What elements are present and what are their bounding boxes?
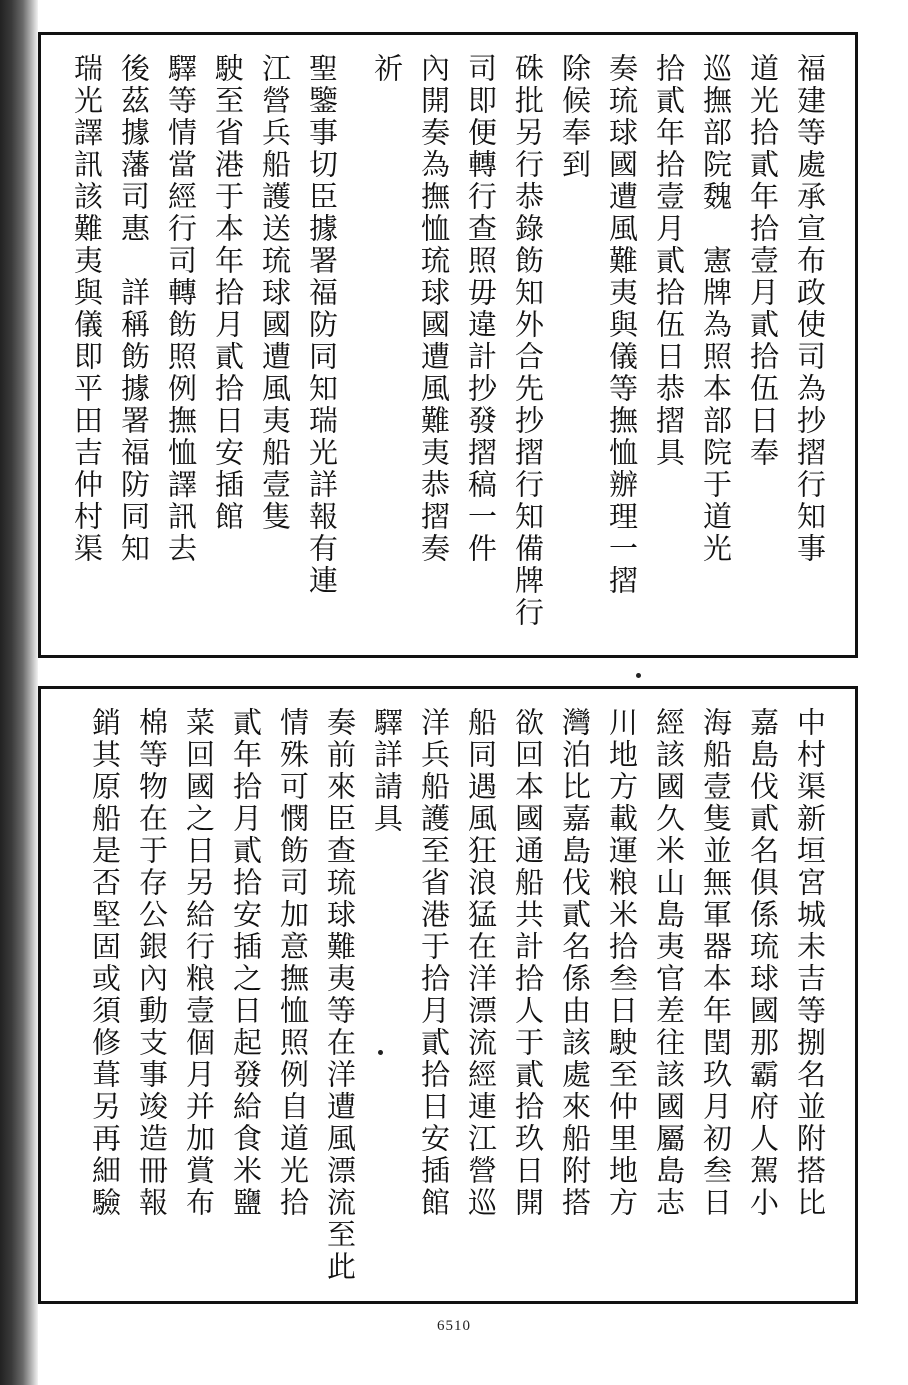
- text-column: 奏琉球國遭風難夷與儀等撫恤辦理一摺: [605, 53, 639, 597]
- text-column: 內開奏為撫恤琉球國遭風難夷恭摺奏: [417, 53, 451, 565]
- bottom-text-columns: [41, 689, 855, 1301]
- ink-speck: [636, 673, 641, 678]
- text-column: 驛等情當經行司轉飭照例撫恤譯訊去: [164, 53, 198, 565]
- text-column: 貳年拾月貳拾安插之日起發給食米鹽: [229, 707, 263, 1219]
- text-column: 灣泊比嘉島伐貳名係由該處來船附搭: [558, 707, 592, 1219]
- text-column: 硃批另行恭錄飭知外合先抄摺行知備牌行: [511, 53, 545, 629]
- text-column: 經該國久米山島夷官差往該國屬島志: [652, 707, 686, 1219]
- text-column: 江營兵船護送琉球國遭風夷船壹隻: [258, 53, 292, 533]
- text-column: [345, 53, 363, 641]
- book-binding-shadow: [0, 0, 38, 1385]
- text-column: 巡撫部院魏 憲牌為照本部院于道光: [699, 53, 733, 565]
- text-column: 福建等處承宣布政使司為抄摺行知事: [793, 53, 827, 565]
- bottom-document-panel: [38, 686, 858, 1304]
- text-column: 棉等物在于存公銀內動支事竣造冊報: [135, 707, 169, 1219]
- text-column: 情殊可憫飭司加意撫恤照例自道光拾: [276, 707, 310, 1219]
- text-column: 瑞光譯訊該難夷與儀即平田吉仲村渠: [70, 53, 104, 565]
- text-column: 祈: [370, 53, 404, 85]
- top-text-columns: [41, 35, 855, 655]
- text-column: 驛詳請具: [370, 707, 404, 835]
- text-column: 奏前來臣查琉球難夷等在洋遭風漂流至此: [323, 707, 357, 1283]
- text-column: 船同遇風狂浪猛在洋漂流經連江營巡: [464, 707, 498, 1219]
- ink-speck: [378, 1050, 383, 1055]
- page-number: 6510: [437, 1318, 471, 1334]
- text-column: 駛至省港于本年拾月貳拾日安插館: [211, 53, 245, 533]
- text-column: 欲回本國通船共計拾人于貳拾玖日開: [511, 707, 545, 1219]
- text-column: 菜回國之日另給行粮壹個月并加賞布: [182, 707, 216, 1219]
- text-column: 海船壹隻並無軍器本年閏玖月初叁日: [699, 707, 733, 1219]
- text-column: 聖鑒事切臣據署福防同知瑞光詳報有連: [305, 53, 339, 597]
- text-column: 中村渠新垣宮城未吉等捌名並附搭比: [793, 707, 827, 1219]
- text-column: 嘉島伐貳名俱係琉球國那霸府人駕小: [746, 707, 780, 1219]
- text-column: 道光拾貳年拾壹月貳拾伍日奉: [746, 53, 780, 469]
- text-column: 銷其原船是否堅固或須修葺另再細驗: [88, 707, 122, 1219]
- text-column: 洋兵船護至省港于拾月貳拾日安插館: [417, 707, 451, 1219]
- text-column: 除候奉到: [558, 53, 592, 181]
- text-column: 司即便轉行查照毋違計抄發摺稿一件: [464, 53, 498, 565]
- text-column: 後茲據藩司惠 詳稱飭據署福防同知: [117, 53, 151, 565]
- top-document-panel: [38, 32, 858, 658]
- text-column: 川地方載運粮米拾叁日駛至仲里地方: [605, 707, 639, 1219]
- text-column: 拾貳年拾壹月貳拾伍日恭摺具: [652, 53, 686, 469]
